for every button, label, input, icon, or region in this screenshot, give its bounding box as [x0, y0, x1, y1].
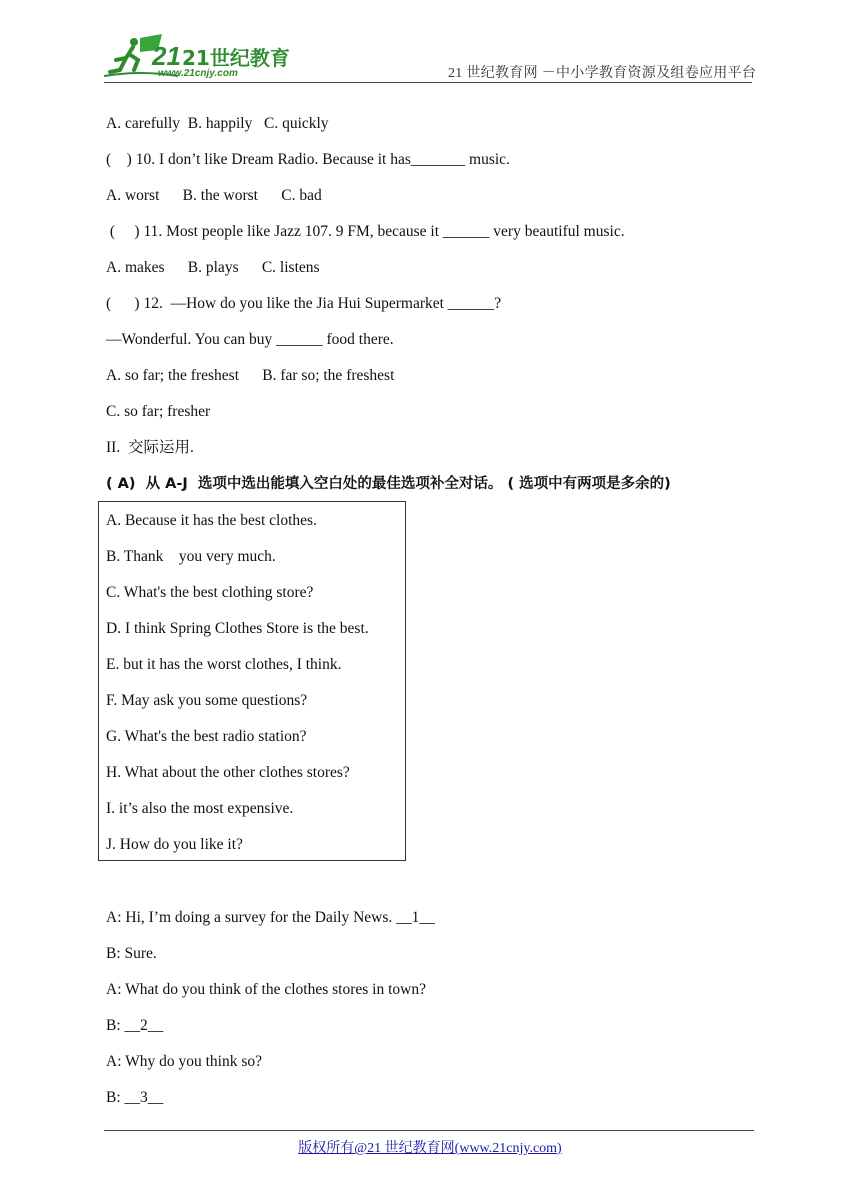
q11-stem: ( ) 11. Most people like Jazz 107. 9 FM, because it ______ very beautiful music. [106, 223, 625, 240]
dialogue-line: B: Sure. [106, 945, 157, 962]
dialogue-line: B: __2__ [106, 1017, 164, 1034]
header-divider [104, 82, 752, 83]
page-header [0, 0, 860, 90]
q12-options-ab: A. so far; the freshest B. far so; the freshest [106, 367, 395, 384]
site-logo[interactable] [100, 32, 290, 82]
section-instruction: ( A) 从 A-J 选项中选出能填入空白处的最佳选项补全对话。 ( 选项中有两项是多余的) [106, 476, 671, 492]
option-b: B. Thank you very much. [106, 548, 276, 565]
q10-options: A. worst B. the worst C. bad [106, 187, 322, 204]
q12-stem: ( ) 12. —How do you like the Jia Hui Supermarket ______? [106, 295, 502, 312]
q12-option-c: C. so far; fresher [106, 403, 211, 420]
option-f: F. May ask you some questions? [106, 692, 308, 709]
dialogue-line: B: __3__ [106, 1089, 164, 1106]
dialogue-line: A: Why do you think so? [106, 1053, 262, 1070]
option-i: I. it’s also the most expensive. [106, 800, 294, 817]
option-g: G. What's the best radio station? [106, 728, 307, 745]
option-e: E. but it has the worst clothes, I think. [106, 656, 342, 673]
footer-divider [104, 1130, 754, 1131]
options-box [98, 501, 406, 861]
q9-options: A. carefully B. happily C. quickly [106, 115, 329, 132]
option-a: A. Because it has the best clothes. [106, 512, 317, 529]
option-j: J. How do you like it? [106, 836, 243, 853]
dialogue-line: A: What do you think of the clothes stores in town? [106, 981, 426, 998]
q11-options: A. makes B. plays C. listens [106, 259, 320, 276]
svg-text:21世纪教育: 21世纪教育 [182, 46, 290, 70]
dialogue-line: A: Hi, I’m doing a survey for the Daily News. __1__ [106, 909, 435, 926]
header-tagline: 21 世纪教育网 －中小学教育资源及组卷应用平台 [448, 66, 757, 81]
option-d: D. I think Spring Clothes Store is the best. [106, 620, 369, 637]
logo-url: www.21cnjy.com [158, 68, 238, 79]
option-h: H. What about the other clothes stores? [106, 764, 350, 781]
section-title: II. 交际运用. [106, 439, 194, 456]
option-c: C. What's the best clothing store? [106, 584, 314, 601]
q10-stem: ( ) 10. I don’t like Dream Radio. Because it has_______ music. [106, 151, 510, 168]
svg-text:21: 21 [152, 41, 181, 71]
copyright-link[interactable]: 版权所有@21 世纪教育网(www.21cnjy.com) [298, 1141, 562, 1156]
q12-stem-reply: —Wonderful. You can buy ______ food there. [106, 331, 394, 348]
